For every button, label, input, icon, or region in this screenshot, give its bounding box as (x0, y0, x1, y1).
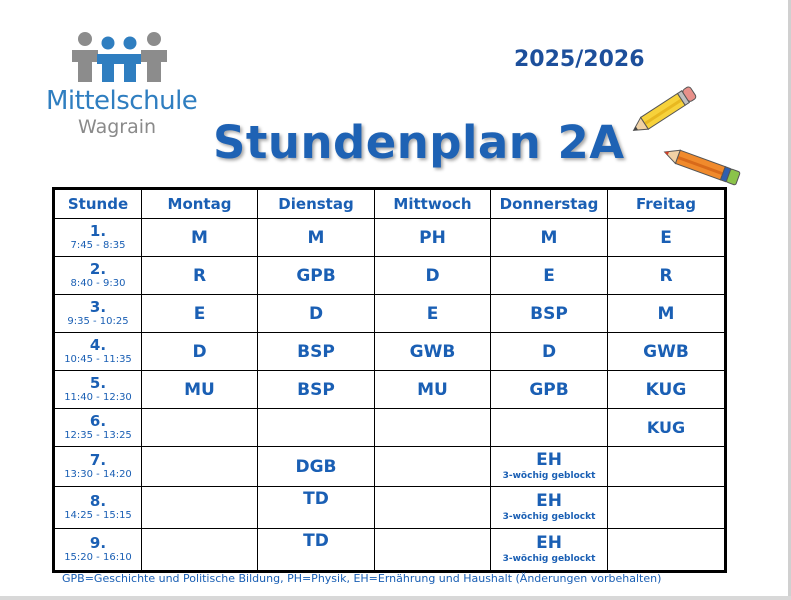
subject-cell: KUG (608, 371, 726, 409)
table-row (54, 487, 726, 529)
subject-cell: TD (258, 487, 375, 529)
subject-cell: GWB (608, 333, 726, 371)
header-stunde: Stunde (54, 189, 142, 219)
orange-pencil-icon (654, 140, 746, 192)
period-cell (54, 409, 142, 447)
school-year: 2025/2026 (514, 47, 645, 72)
header-freitag: Freitag (608, 189, 726, 219)
subject-cell (375, 529, 491, 572)
subject-cell: M (258, 219, 375, 257)
period-time: 7:45 - 8:35 (70, 240, 126, 251)
table-row (54, 333, 726, 371)
subject-cell (142, 409, 258, 447)
table-row (54, 447, 726, 487)
header-donnerstag: Donnerstag (491, 189, 608, 219)
period-cell (54, 219, 142, 257)
period-time: 15:20 - 16:10 (64, 552, 132, 563)
period-cell (54, 529, 142, 572)
period-number: 8. (89, 492, 107, 510)
subject-cell (375, 487, 491, 529)
subject-cell: GPB (258, 257, 375, 295)
period-number: 9. (89, 534, 107, 552)
subject-cell: D (258, 295, 375, 333)
subject-cell: DGB (258, 447, 375, 487)
table-row (54, 409, 726, 447)
subject-cell: KUG (608, 409, 726, 447)
header-dienstag: Dienstag (258, 189, 375, 219)
table-row (54, 371, 726, 409)
subject-cell-eh (491, 487, 608, 529)
school-location: Wagrain (78, 116, 157, 138)
period-time: 14:25 - 15:15 (64, 510, 132, 521)
period-time: 8:40 - 9:30 (70, 278, 126, 289)
subject-cell: D (142, 333, 258, 371)
header-montag: Montag (142, 189, 258, 219)
period-number: 5. (89, 374, 107, 392)
subject-cell (142, 447, 258, 487)
subject-cell: E (491, 257, 608, 295)
period-number: 4. (89, 336, 107, 354)
subject-cell: GWB (375, 333, 491, 371)
subject-cell: BSP (258, 333, 375, 371)
footnote: GPB=Geschichte und Politische Bildung, PH=Physik, EH=Ernährung und Haushalt (Änderungen vorbehalten) (62, 572, 662, 585)
eh-note: 3-wöchig geblockt (502, 554, 596, 564)
logo-people-icon (70, 30, 170, 85)
subject-cell: E (375, 295, 491, 333)
subject-cell-eh (491, 447, 608, 487)
subject-cell: M (491, 219, 608, 257)
subject-cell: MU (375, 371, 491, 409)
period-cell (54, 371, 142, 409)
period-number: 6. (89, 412, 107, 430)
subject-cell (375, 409, 491, 447)
eh-note: 3-wöchig geblockt (502, 471, 596, 481)
eh-label: EH (536, 533, 562, 553)
subject-cell (142, 529, 258, 572)
period-time: 9:35 - 10:25 (67, 316, 129, 327)
subject-cell (491, 409, 608, 447)
subject-cell: PH (375, 219, 491, 257)
subject-cell: M (608, 295, 726, 333)
page-title: Stundenplan 2A (213, 116, 625, 169)
subject-cell: E (608, 219, 726, 257)
period-number: 2. (89, 260, 107, 278)
page-border-bottom (0, 596, 791, 600)
table-row (54, 295, 726, 333)
subject-cell-eh (491, 529, 608, 572)
period-cell (54, 295, 142, 333)
subject-cell: GPB (491, 371, 608, 409)
subject-cell (608, 487, 726, 529)
subject-cell: E (142, 295, 258, 333)
subject-cell: R (608, 257, 726, 295)
subject-cell: M (142, 219, 258, 257)
period-time: 13:30 - 14:20 (64, 469, 132, 480)
period-time: 12:35 - 13:25 (64, 430, 132, 441)
eh-label: EH (536, 491, 562, 511)
period-cell (54, 487, 142, 529)
subject-cell: BSP (258, 371, 375, 409)
timetable (52, 187, 727, 573)
subject-cell: D (491, 333, 608, 371)
table-row (54, 257, 726, 295)
subject-cell: MU (142, 371, 258, 409)
eh-note: 3-wöchig geblockt (502, 512, 596, 522)
period-time: 11:40 - 12:30 (64, 392, 132, 403)
period-cell (54, 333, 142, 371)
period-time: 10:45 - 11:35 (64, 354, 132, 365)
subject-cell: R (142, 257, 258, 295)
subject-cell (608, 529, 726, 572)
yellow-pencil-icon (624, 84, 704, 142)
timetable-header-row (54, 189, 726, 219)
period-cell (54, 257, 142, 295)
header-mittwoch: Mittwoch (375, 189, 491, 219)
subject-cell: BSP (491, 295, 608, 333)
subject-cell: TD (258, 529, 375, 572)
period-cell (54, 447, 142, 487)
subject-cell: D (375, 257, 491, 295)
subject-cell (258, 409, 375, 447)
table-row (54, 219, 726, 257)
school-logo (46, 30, 206, 140)
subject-cell (142, 487, 258, 529)
subject-cell (608, 447, 726, 487)
table-row (54, 529, 726, 572)
school-name: Mittelschule (46, 86, 198, 116)
period-number: 7. (89, 451, 107, 469)
period-number: 3. (89, 298, 107, 316)
subject-cell (375, 447, 491, 487)
period-number: 1. (89, 222, 107, 240)
eh-label: EH (536, 450, 562, 470)
